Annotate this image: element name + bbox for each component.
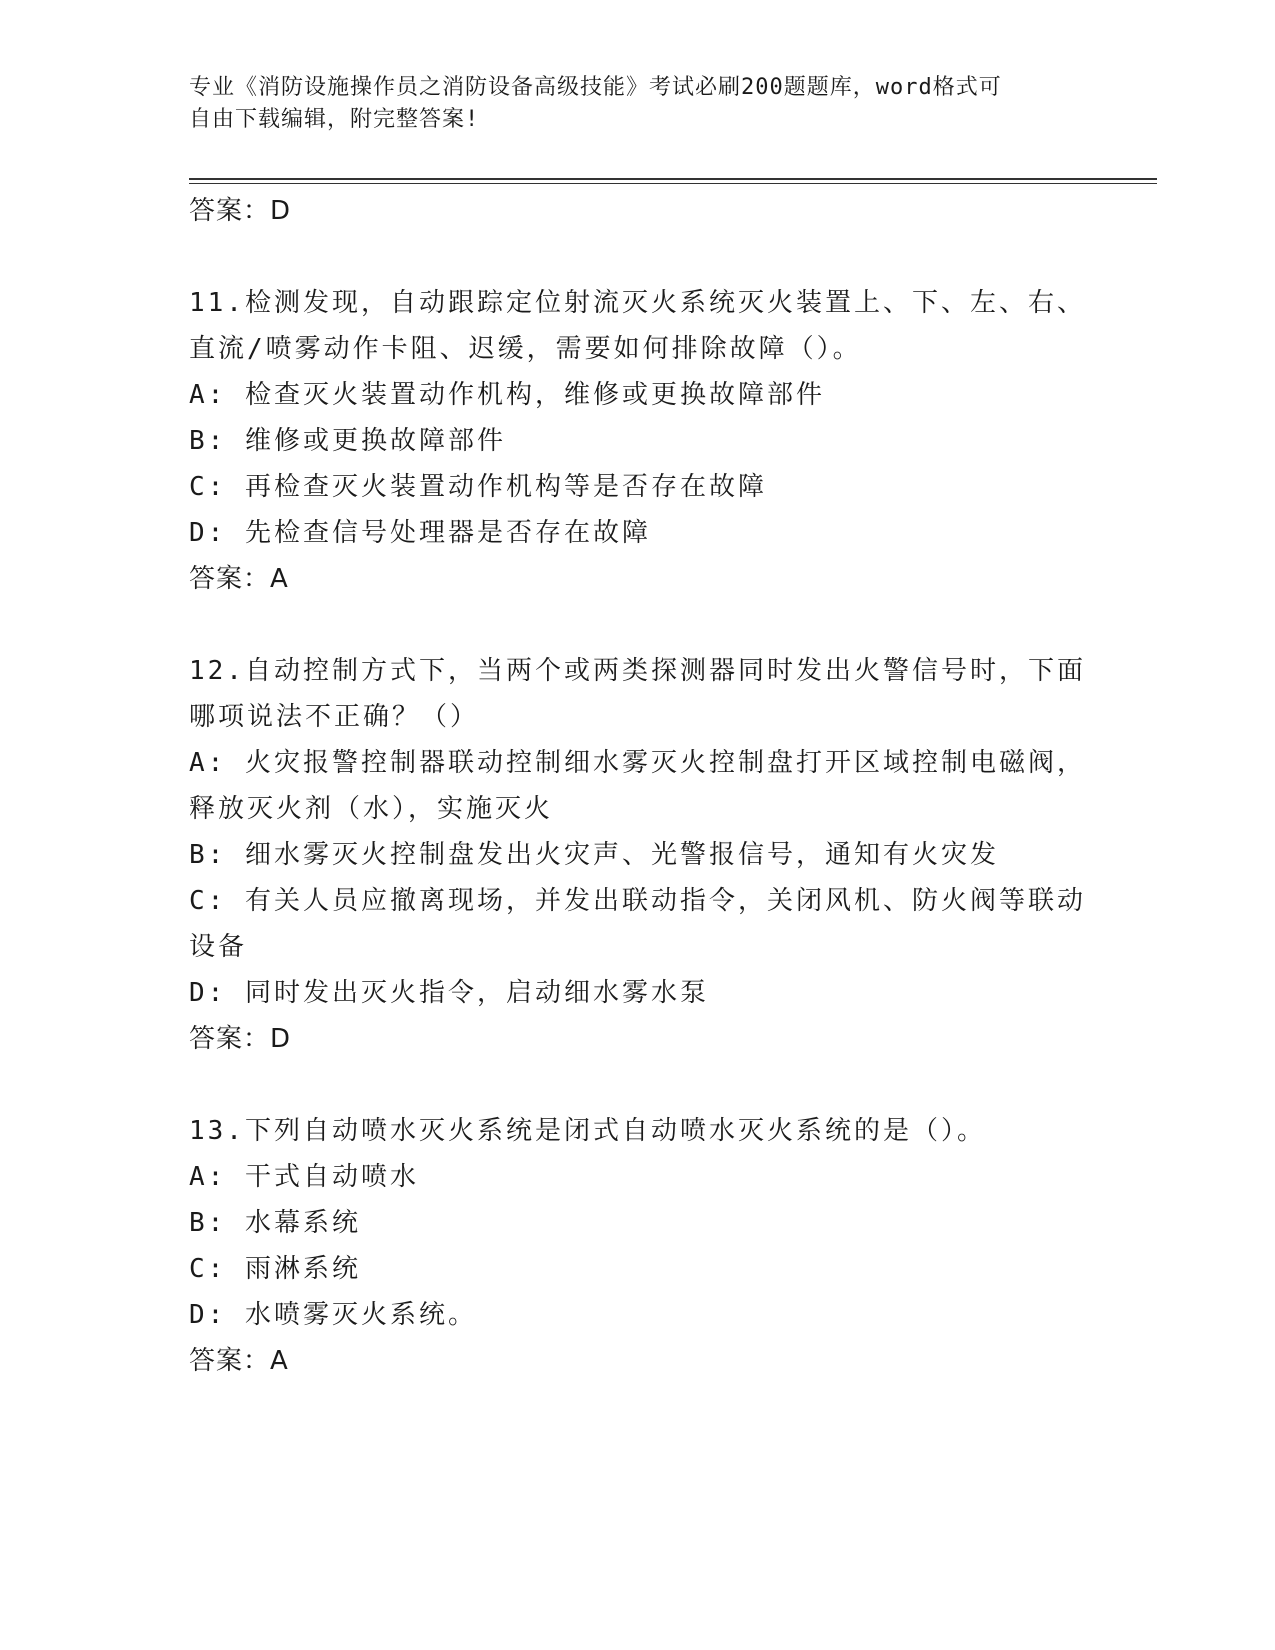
option-a-continued: 释放灭火剂（水），实施灭火 (189, 794, 554, 824)
option-a: A: 火灾报警控制器联动控制细水雾灭火控制盘打开区域控制电磁阀， (189, 748, 1086, 778)
option-c-continued: 设备 (189, 932, 248, 962)
option-b: B: 维修或更换故障部件 (189, 426, 506, 456)
question-line: 直流/喷雾动作卡阻、迟缓，需要如何排除故障（）。 (189, 334, 862, 364)
header-divider-thin (189, 183, 1157, 184)
header-divider (189, 178, 1157, 180)
option-a: A: 检查灭火装置动作机构，维修或更换故障部件 (189, 380, 825, 410)
answer: 答案：D (189, 1024, 292, 1054)
option-b: B: 水幕系统 (189, 1208, 361, 1238)
option-c: C: 再检查灭火装置动作机构等是否存在故障 (189, 472, 767, 502)
option-c: C: 雨淋系统 (189, 1254, 361, 1284)
question-line: 11.检测发现，自动跟踪定位射流灭火系统灭火装置上、下、左、右、 (189, 288, 1086, 318)
question-line: 哪项说法不正确？（） (189, 702, 480, 732)
document-header (189, 72, 1089, 136)
option-d: D: 水喷雾灭火系统。 (189, 1300, 477, 1330)
option-a: A: 干式自动喷水 (189, 1162, 419, 1192)
option-d: D: 同时发出灭火指令，启动细水雾水泵 (189, 978, 709, 1008)
document-body (189, 188, 1089, 1384)
answer: 答案：A (189, 564, 289, 594)
question-line: 12.自动控制方式下，当两个或两类探测器同时发出火警信号时，下面 (189, 656, 1086, 686)
header-line-2: 自由下载编辑，附完整答案! (189, 107, 480, 132)
option-d: D: 先检查信号处理器是否存在故障 (189, 518, 651, 548)
question-line: 13.下列自动喷水灭火系统是闭式自动喷水灭火系统的是（）。 (189, 1116, 986, 1146)
previous-answer: 答案：D (189, 196, 292, 226)
question-13 (189, 1108, 1089, 1384)
option-b: B: 细水雾灭火控制盘发出火灾声、光警报信号，通知有火灾发 (189, 840, 999, 870)
question-11 (189, 280, 1089, 602)
header-line-1: 专业《消防设施操作员之消防设备高级技能》考试必刷200题题库，word格式可 (189, 75, 1002, 100)
question-12 (189, 648, 1089, 1062)
option-c: C: 有关人员应撤离现场，并发出联动指令，关闭风机、防火阀等联动 (189, 886, 1086, 916)
answer: 答案：A (189, 1346, 289, 1376)
